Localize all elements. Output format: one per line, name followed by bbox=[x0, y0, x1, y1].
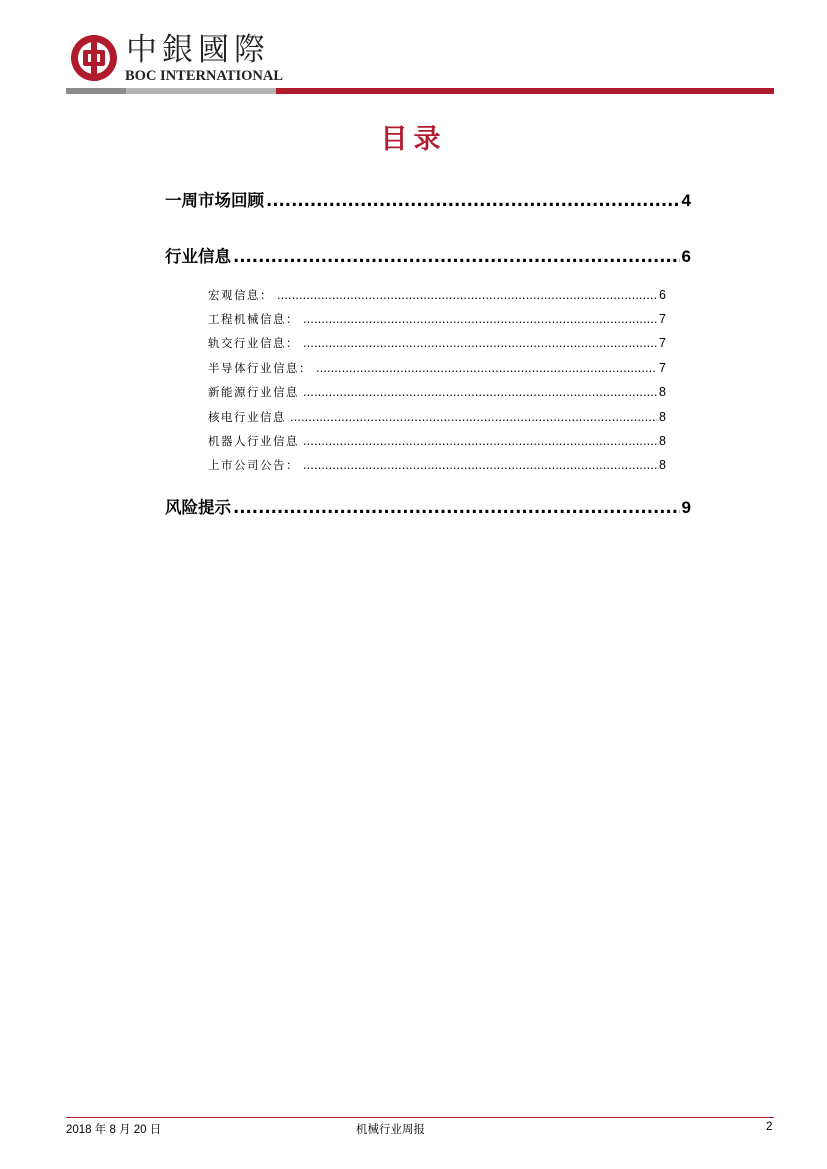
toc-entry-page: 7 bbox=[659, 361, 666, 375]
toc-leader-dots bbox=[233, 246, 680, 268]
logo-english-name: BOC INTERNATIONAL bbox=[125, 68, 284, 84]
header-divider-gray bbox=[66, 88, 126, 94]
toc-entry-label: 半导体行业信息： bbox=[208, 361, 312, 375]
toc-leader-dots bbox=[303, 311, 657, 327]
toc-leader-dots bbox=[303, 384, 657, 400]
toc-entry-label: 一周市场回顾 bbox=[165, 191, 264, 210]
toc-entry-label: 机器人行业信息 bbox=[208, 434, 299, 448]
footer-page-number: 2 bbox=[766, 1121, 773, 1133]
toc-entry-label: 宏观信息： bbox=[208, 288, 273, 302]
toc-leader-dots bbox=[316, 360, 657, 376]
footer-divider bbox=[66, 1117, 774, 1118]
toc-entry-label: 核电行业信息 bbox=[208, 410, 286, 424]
toc-entry-label: 行业信息 bbox=[165, 247, 231, 266]
toc-leader-dots bbox=[277, 287, 657, 303]
footer-report-title: 机械行业周报 bbox=[356, 1122, 425, 1136]
toc-leader-dots bbox=[266, 190, 680, 212]
toc-subentry-nuclear[interactable] bbox=[208, 409, 666, 425]
toc-entry-label: 上市公司公告： bbox=[208, 458, 299, 472]
toc-subentry-new-energy[interactable] bbox=[208, 384, 666, 400]
toc-subentry-company-announcements[interactable] bbox=[208, 457, 666, 473]
toc-subentry-construction-machinery[interactable] bbox=[208, 311, 666, 327]
toc-title: 目录 bbox=[380, 124, 447, 155]
toc-entry-page: 8 bbox=[659, 385, 666, 399]
toc-leader-dots bbox=[303, 457, 657, 473]
toc-subentry-robotics[interactable] bbox=[208, 433, 666, 449]
toc-entry-label: 风险提示 bbox=[165, 498, 231, 517]
toc-entry-page: 8 bbox=[659, 434, 666, 448]
toc-entry-page: 6 bbox=[681, 247, 691, 266]
toc-entry-page: 6 bbox=[659, 288, 666, 302]
toc-leader-dots bbox=[233, 497, 680, 519]
toc-entry-weekly-review[interactable] bbox=[165, 190, 691, 212]
toc-leader-dots bbox=[303, 335, 657, 351]
header-divider-lightgray bbox=[126, 88, 276, 94]
toc-entry-page: 8 bbox=[659, 458, 666, 472]
toc-subentry-semiconductor[interactable] bbox=[208, 360, 666, 376]
toc-entry-label: 新能源行业信息 bbox=[208, 385, 299, 399]
toc-entry-page: 7 bbox=[659, 336, 666, 350]
toc-entry-label: 轨交行业信息： bbox=[208, 336, 299, 350]
footer-date: 2018 年 8 月 20 日 bbox=[66, 1124, 162, 1136]
toc-entry-page: 4 bbox=[681, 191, 691, 210]
logo-chinese-name: 中銀國際 bbox=[126, 32, 270, 68]
toc-entry-risk-warning[interactable] bbox=[165, 497, 691, 519]
toc-entry-label: 工程机械信息： bbox=[208, 312, 299, 326]
toc-entry-page: 7 bbox=[659, 312, 666, 326]
toc-entry-industry-info[interactable] bbox=[165, 246, 691, 268]
toc-subentry-macro[interactable] bbox=[208, 287, 666, 303]
page-header bbox=[66, 30, 774, 98]
toc-leader-dots bbox=[303, 433, 657, 449]
header-divider-red bbox=[276, 88, 774, 94]
boc-logo-icon bbox=[69, 33, 119, 83]
toc-entry-page: 8 bbox=[659, 410, 666, 424]
toc-entry-page: 9 bbox=[681, 498, 691, 517]
toc-leader-dots bbox=[290, 409, 657, 425]
toc-subentry-rail-transit[interactable] bbox=[208, 335, 666, 351]
